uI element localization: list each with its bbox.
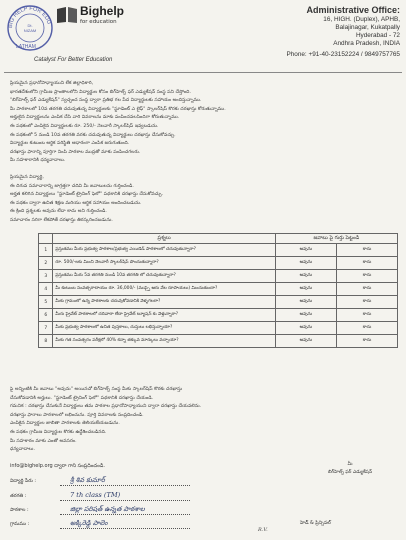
text-line: మీ పాఠశాలలో 10వ తరగతి చదువుతున్న విద్యార్థులకు "స్టూడెంట్ ఎ లైఫ్" స్కాలర్‌షిప్ కొరకు దరఖాస్తు కోరుతున్నాము. [10,106,226,112]
no-option: కాదు [337,244,398,257]
phone-line: Phone: +91-40-23152224 / 9849757765 [286,51,400,58]
questionnaire-table [38,233,398,348]
text-line: గమనిక : దరఖాస్తు చేసుకునే విద్యార్థులు తమ పాఠశాల ప్రధానోపాధ్యాయుని ద్వారా దరఖాస్తు చేయవలెను. [10,404,202,410]
no-option: కాదు [337,270,398,283]
tagline: Catalyst For Better Education [34,57,113,63]
text-line: ఈ పథకం గ్రామీణ విద్యార్థుల కొరకు ఉద్దేశించబడినది. [10,429,107,435]
table-header-row [39,234,398,244]
book-icon [56,6,78,24]
office-address [286,4,400,59]
text-line: ఈ పథకం ద్వారా ఉచిత శిక్షణ మరియు ఆర్థిక సహాయం అందించబడును. [10,200,142,206]
address-line-4: Andhra Pradesh, INDIA [333,40,400,47]
intro-paragraph [10,80,396,166]
class-value: 7 th class (TM) [70,491,121,499]
text-line: చేసుకోవడానికి అర్హులు. "స్టూడెంట్ ట్రైనింగ్ ఫెలో" పథకానికి దరఖాస్తు చేయండి. [10,395,154,401]
office-title: Administrative Office: [306,5,400,15]
initials: R.V. [258,527,268,533]
text-line: అర్హత కలిగిన విద్యార్థులు "స్టూడెంట్ ట్రైనింగ్ ఫెలో" పథకానికి దరఖాస్తు చేసుకోవచ్చు. [10,192,164,198]
text-line: ఈ క్రింది ప్రశ్నలకు అవును లేదా కాదు అని గుర్తించండి. [10,209,107,215]
row-number: 6 [39,309,53,322]
yes-option: అవును [275,244,336,257]
text-line: సమాచారం సరిగా లేకపోతే దరఖాస్తు తిరస్కరించబడును. [10,217,113,223]
yes-option: అవును [275,296,336,309]
table-row [39,283,398,296]
closing-paragraph [10,386,396,455]
header-divider [4,72,402,73]
sender-line: బిగ్‌హెల్ప్ ఫర్ ఎడ్యుకేషన్ [327,470,373,475]
text-line: మీ సహకారం మాకు ఎంతో అవసరం. [10,438,77,444]
svg-text:NIZAM: NIZAM [23,28,37,33]
table-row [39,309,398,322]
village-value: అక్కిరెడ్డి పాలెం [70,519,108,527]
text-line: మీ సహకారానికి ధన్యవాదాలు. [10,158,66,164]
principal-label: హెడ్ & ప్రిన్సిపల్ [300,521,331,526]
table-header-answer: జవాబు పై గుర్తు పెట్టండి [275,234,397,244]
text-line: "బిగ్‌హెల్ప్ ఫర్ ఎడ్యుకేషన్" స్వచ్ఛంద సంస్థ ద్వారా ప్రతిభ గల పేద విద్యార్థులకు సహాయం అందిస్తున్నాము. [10,98,202,104]
table-row [39,257,398,270]
row-question: ప్రస్తుతము మీరు ప్రభుత్వ పాఠశాల/ప్రభుత్వ ఎయిడెడ్ పాఠశాలలో చదువుతున్నారా? [53,244,275,257]
no-option: కాదు [337,335,398,348]
row-number: 5 [39,296,53,309]
table-header-question: ప్రశ్నలు [53,234,275,244]
row-question: మీకు గత సంవత్సరం పరీక్షలో 40% కన్నా తక్కువ మార్కులు వచ్చాయా? [53,335,275,348]
yes-option: అవును [275,283,336,296]
table-row [39,296,398,309]
row-number: 3 [39,270,53,283]
address-line-3: Hyderabad - 72 [355,32,400,39]
address-line-2: Balajinagar, Kukatpally [335,24,400,31]
text-line: పై అన్నింటికి మీ జవాబు "అవును" అయినచో బిగ్‌హెల్ప్ సంస్థ మీకు స్కాలర్‌షిప్ కొరకు దరఖాస్తు [10,387,183,392]
yes-option: అవును [275,257,336,270]
no-option: కాదు [337,257,398,270]
row-question: ప్రస్తుతము మీరు 5వ తరగతి నుండి 10వ తరగతి లో చదువుతున్నారా? [53,270,275,283]
yes-option: అవును [275,335,336,348]
no-option: కాదు [337,322,398,335]
text-line: భారతదేశంలోని గ్రామీణ ప్రాంతాలలోని విద్యార్థుల కోసం బిగ్‌హెల్ప్ ఫర్ ఎడ్యుకేషన్ సంస్థ పని చేస్తోంది. [10,89,192,95]
no-option: కాదు [337,296,398,309]
row-question: మీరు ప్రైవేట్ పాఠశాలలో చదివారా లేదా ప్రైవేట్ ట్యూషన్ కు వెళ్తున్నారా? [53,309,275,322]
address-line-1: 16, HIGH. (Duplex), APHB, [323,16,400,23]
row-number: 1 [39,244,53,257]
school-value: జిల్లా పరిషత్ ఉన్నత పాఠశాల [70,505,145,513]
text-line: దరఖాస్తు ఫారాలు పాఠశాలలో లభించును. పూర్తి వివరాలకు సంప్రదించండి. [10,412,144,418]
student-name-value: శ్రీ శివ కుమార్ [70,476,105,484]
text-line: అర్హులైన విద్యార్థులను ఎంపిక చేసి వారి వివరాలను మాకు పంపించవలసిందిగా కోరుతున్నాము. [10,115,180,121]
brand-name: Bighelp [80,4,124,18]
text-line: విద్యార్థుల కుటుంబ ఆర్థిక పరిస్థితి ఆధారంగా ఎంపిక జరుగుతుంది. [10,141,130,147]
no-option: కాదు [337,283,398,296]
class-field [60,500,190,501]
text-line: ధన్యవాదాలు. [10,447,36,453]
student-name-label: విద్యార్థి పేరు : [10,479,37,484]
yes-option: అవును [275,270,336,283]
svg-text:LATHAM: LATHAM [16,44,36,50]
svg-text:BIG HELP FOR EDU: BIG HELP FOR EDU [7,5,52,29]
text-line: ఈ పథకంలో 5 నుండి 10వ తరగతి వరకు చదువుతున్న విద్యార్థులు దరఖాస్తు చేసుకోవచ్చు. [10,132,176,138]
brand-subtitle: for education [80,19,117,25]
table-row [39,244,398,257]
school-label: పాఠశాల : [10,508,29,513]
row-number: 8 [39,335,53,348]
student-paragraph [10,174,396,226]
table-row [39,270,398,283]
sender-signature-block [310,461,390,477]
text-line: ఈ దిగువ సమాచారాన్ని జాగ్రత్తగా చదివి మీ జవాబులను గుర్తించండి. [10,183,134,189]
text-line: ఎంపికైన విద్యార్థుల జాబితా పాఠశాలకు తెలియజేయబడును. [10,421,120,427]
class-label: తరగతి : [10,494,27,499]
no-option: కాదు [337,309,398,322]
row-question: మీ కుటుంబ సంవత్సరాదాయం రూ. 36,000/- (ముప్పై ఆరు వేల రూపాయలు) మించుతుందా? [53,283,275,296]
table-header-number [39,234,53,244]
svg-text:Dt.: Dt. [27,23,33,28]
text-line: ప్రియమైన ప్రధానోపాధ్యాయుని లేక జిల్లాధికారి, [10,81,94,86]
row-number: 2 [39,257,53,270]
row-question: రూ. 500/-లకు మించి నెలవారీ స్కాలర్‌షిప్ పొందుతున్నారా? [53,257,275,270]
row-number: 7 [39,322,53,335]
organization-stamp [6,4,54,52]
yes-option: అవును [275,309,336,322]
table-row [39,322,398,335]
row-number: 4 [39,283,53,296]
text-line: ఈ పథకంలో ఎంపికైన విద్యార్థులకు రూ. 250/- నెలవారీ స్కాలర్‌షిప్ ఇవ్వబడును. [10,123,159,129]
sender-line: మీ [347,462,353,467]
table-row [39,335,398,348]
village-label: గ్రామము : [10,522,30,527]
text-line: ప్రియమైన విద్యార్థి, [10,175,44,180]
yes-option: అవును [275,322,336,335]
text-line: దరఖాస్తు ఫారాన్ని పూర్తిగా నింపి పాఠశాల ముద్రతో మాకు పంపించగలరు. [10,149,141,155]
row-question: మీకు ప్రభుత్వ పాఠశాలలో ఉచిత పుస్తకాలు, దుస్తులు లభిస్తున్నాయా? [53,322,275,335]
row-question: మీకు గ్రామంలో ఉన్న పాఠశాలకు చదువుకోవడానికి వెళ్ళగలరా? [53,296,275,309]
contact-email: info@bighelp.org ద్వారా గాని సంప్రదించండి. [10,463,105,469]
